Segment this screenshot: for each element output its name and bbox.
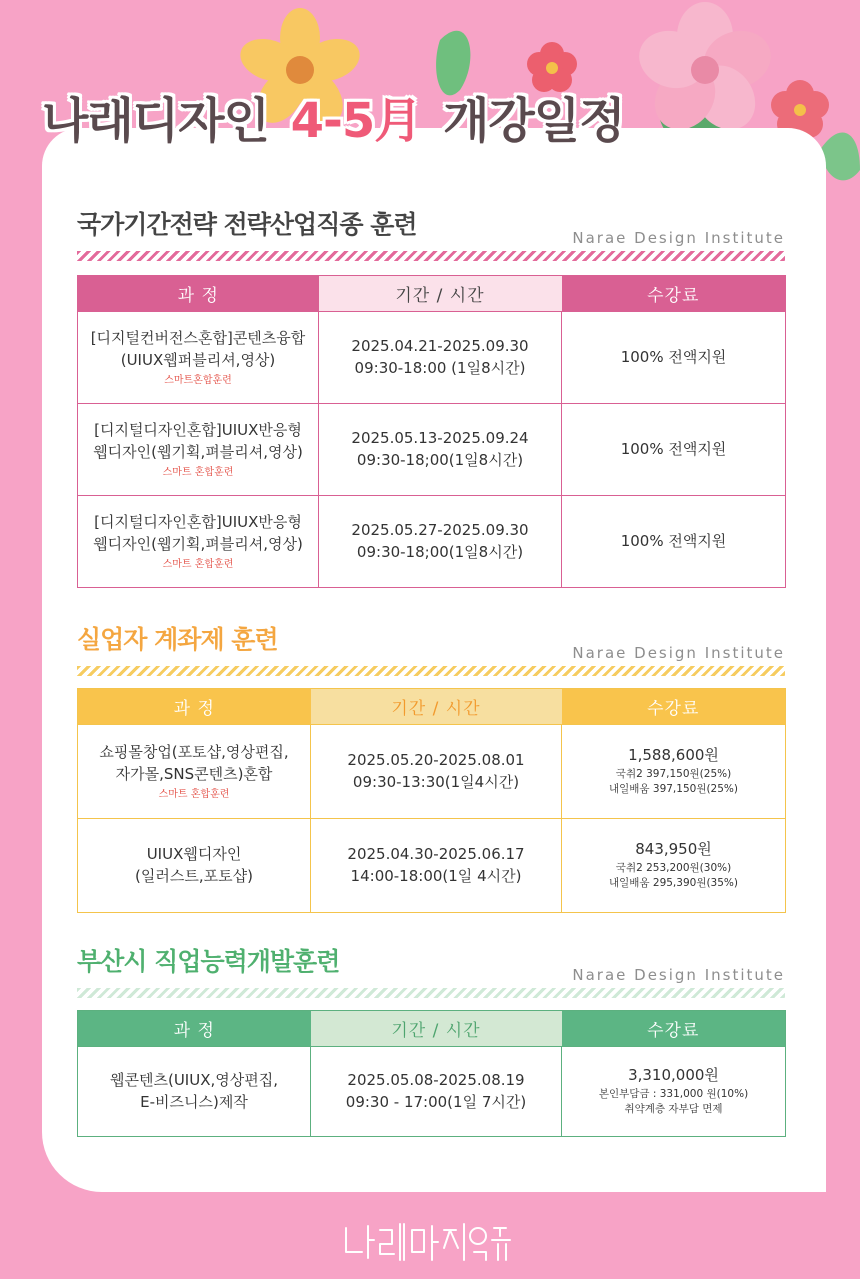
section-national-training (77, 205, 785, 588)
section-subtitle: Narae Design Institute (572, 229, 785, 247)
period-cell (319, 496, 562, 588)
course-table (77, 688, 786, 913)
course-name: 쇼핑몰창업(포토샵,영상편집, 자가몰,SNS콘텐츠)혼합 (99, 743, 289, 783)
signature-logo (340, 1214, 520, 1270)
column-header: 과 정 (78, 276, 319, 312)
section-busan-training (77, 942, 785, 1137)
period-cell (319, 404, 562, 496)
title-text: 개강일정 (443, 93, 625, 149)
period-time: 09:30-13:30(1일4시간) (352, 772, 520, 791)
fee-cell (562, 1047, 786, 1137)
period-cell (311, 1047, 562, 1137)
section-subtitle: Narae Design Institute (572, 644, 785, 662)
fee-cell: 100% 전액지원 (562, 312, 786, 404)
table-row (78, 1047, 786, 1137)
period-dates: 2025.04.21-2025.09.30 (351, 336, 529, 355)
fee-amount: 3,310,000원 (628, 1065, 719, 1084)
training-tag: 스마트 혼합훈련 (162, 466, 234, 478)
course-table (77, 1010, 786, 1137)
fee-note: 국취2 397,150원(25%) (615, 767, 732, 780)
section-divider (77, 251, 785, 261)
page-title (42, 82, 625, 162)
column-header: 기간 / 시간 (319, 276, 562, 312)
course-cell (78, 496, 319, 588)
course-name: [디지털컨버전스혼합]콘텐츠융합 (UIUX웹퍼블리셔,영상) (90, 329, 306, 369)
column-header: 기간 / 시간 (311, 689, 562, 725)
column-header: 수강료 (562, 1011, 786, 1047)
course-cell (78, 1047, 311, 1137)
period-time: 09:30-18:00 (1일8시간) (354, 358, 526, 377)
section-subtitle: Narae Design Institute (572, 966, 785, 984)
period-time: 09:30-18;00(1일8시간) (356, 450, 524, 469)
fee-cell (562, 725, 786, 819)
section-title: 국가기간전략 전략산업직종 훈련 (77, 210, 417, 239)
period-cell (311, 819, 562, 913)
fee-cell: 100% 전액지원 (562, 496, 786, 588)
period-dates: 2025.05.20-2025.08.01 (347, 750, 525, 769)
fee-note: 취약계층 자부담 면제 (624, 1103, 723, 1116)
course-name: [디지털디자인혼합]UIUX반응형 웹디자인(웹기획,펴블리셔,영상) (93, 421, 303, 461)
fee-cell: 100% 전액지원 (562, 404, 786, 496)
column-header: 수강료 (562, 276, 786, 312)
course-table (77, 275, 786, 588)
column-header: 수강료 (562, 689, 786, 725)
table-row (78, 312, 786, 404)
training-tag: 스마트 혼합훈련 (162, 558, 234, 570)
section-divider (77, 988, 785, 998)
table-row (78, 496, 786, 588)
period-cell (311, 725, 562, 819)
fee-amount: 843,950원 (635, 839, 712, 858)
fee-cell (562, 819, 786, 913)
fee-note: 내일배움 295,390원(35%) (608, 877, 738, 890)
training-tag: 스마트혼합훈련 (164, 374, 232, 386)
title-text: 나래디자인 (42, 93, 269, 149)
period-dates: 2025.05.08-2025.08.19 (347, 1070, 525, 1089)
course-cell (78, 312, 319, 404)
fee-amount: 1,588,600원 (628, 745, 719, 764)
training-tag: 스마트 혼합훈련 (158, 788, 230, 800)
period-dates: 2025.04.30-2025.06.17 (347, 844, 525, 863)
table-row (78, 404, 786, 496)
table-row (78, 819, 786, 913)
column-header: 과 정 (78, 689, 311, 725)
fee-note: 내일배움 397,150원(25%) (608, 783, 738, 796)
course-cell (78, 725, 311, 819)
course-cell (78, 819, 311, 913)
column-header: 기간 / 시간 (311, 1011, 562, 1047)
section-account-training (77, 620, 785, 913)
period-time: 09:30 - 17:00(1일 7시간) (345, 1092, 527, 1111)
section-title: 실업자 계좌제 훈련 (77, 625, 278, 654)
table-row (78, 725, 786, 819)
course-cell (78, 404, 319, 496)
course-name: 웹콘텐츠(UIUX,영상편집, E-비즈니스)제작 (110, 1070, 278, 1111)
section-divider (77, 666, 785, 676)
fee-note: 본인부담금 : 331,000 원(10%) (598, 1087, 749, 1100)
title-accent: 4-5月 (290, 93, 422, 149)
period-dates: 2025.05.13-2025.09.24 (351, 428, 529, 447)
period-cell (319, 312, 562, 404)
fee-note: 국취2 253,200원(30%) (615, 861, 732, 874)
period-dates: 2025.05.27-2025.09.30 (351, 520, 529, 539)
column-header: 과 정 (78, 1011, 311, 1047)
course-name: [디지털디자인혼합]UIUX반응형 웹디자인(웹기획,펴블리셔,영상) (93, 513, 303, 553)
course-name: UIUX웹디자인 (일러스트,포토샵) (135, 844, 253, 885)
section-title: 부산시 직업능력개발훈련 (77, 947, 340, 976)
period-time: 14:00-18:00(1일 4시간) (350, 866, 522, 885)
period-time: 09:30-18;00(1일8시간) (356, 542, 524, 561)
